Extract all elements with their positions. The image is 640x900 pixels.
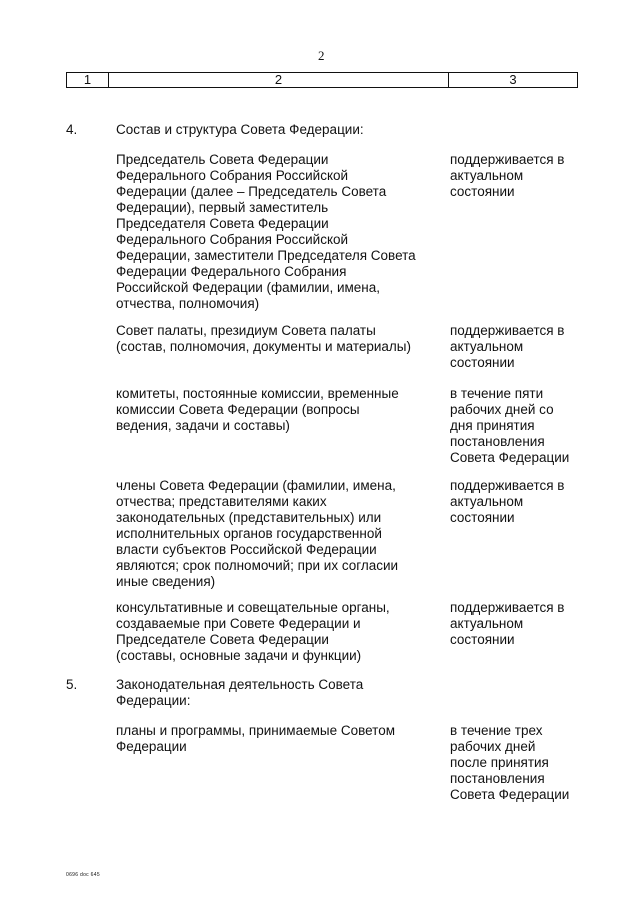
section-4-number: 4. <box>66 122 78 137</box>
section-4-term-1: поддерживается в актуальном состоянии <box>450 152 565 199</box>
column-header-1: 1 <box>67 73 109 87</box>
column-header-3: 3 <box>509 72 517 87</box>
section-4-term-2: поддерживается в актуальном состоянии <box>450 323 565 370</box>
section-5-number: 5. <box>66 677 78 692</box>
section-4-term-4: поддерживается в актуальном состоянии <box>450 478 565 525</box>
column-header-table <box>66 72 578 88</box>
section-5-title: Законодательная деятельность Совета Федерации: <box>116 677 364 708</box>
section-4-item-2: Совет палаты, президиум Совета палаты (состав, полномочия, документы и материалы) <box>116 323 411 354</box>
section-4-title: Состав и структура Совета Федерации: <box>116 122 364 137</box>
section-4-item-1: Председатель Совета Федерации Федерального Собрания Российской Федерации (далее – Председатель Совета Федерации), первый заместитель Председателя Совета Федерации Федерального Собрания Российской Федерации, заместители Председателя Совета Федерации Федерального Собрания Российской Федерации (фамилии, имена, отчества, полномочия) <box>116 152 416 311</box>
column-header-2: 2 <box>109 73 449 87</box>
section-5-term-1: в течение трех рабочих дней после принятия постановления Совета Федерации <box>450 723 570 802</box>
footer-document-code: 0696 doc 645 <box>66 872 100 878</box>
section-5-item-1: планы и программы, принимаемые Советом Федерации <box>116 723 395 754</box>
page-number: 2 <box>318 48 325 63</box>
section-4-item-5: консультативные и совещательные органы, создаваемые при Совете Федерации и Председателе Совета Федерации (составы, основные задачи и функции) <box>116 600 390 663</box>
section-4-item-4: члены Совета Федерации (фамилии, имена, отчества; представителями каких законодательных (представительных) или исполнительных органов государственной власти субъектов Российской Федерации являются; срок полномочий; при их согласии иные сведения) <box>116 478 399 589</box>
section-4-term-5: поддерживается в актуальном состоянии <box>450 600 565 647</box>
section-4-term-3: в течение пяти рабочих дней со дня принятия постановления Совета Федерации <box>450 386 570 465</box>
section-4-item-3: комитеты, постоянные комиссии, временные комиссии Совета Федерации (вопросы ведения, задачи и составы) <box>116 386 399 433</box>
